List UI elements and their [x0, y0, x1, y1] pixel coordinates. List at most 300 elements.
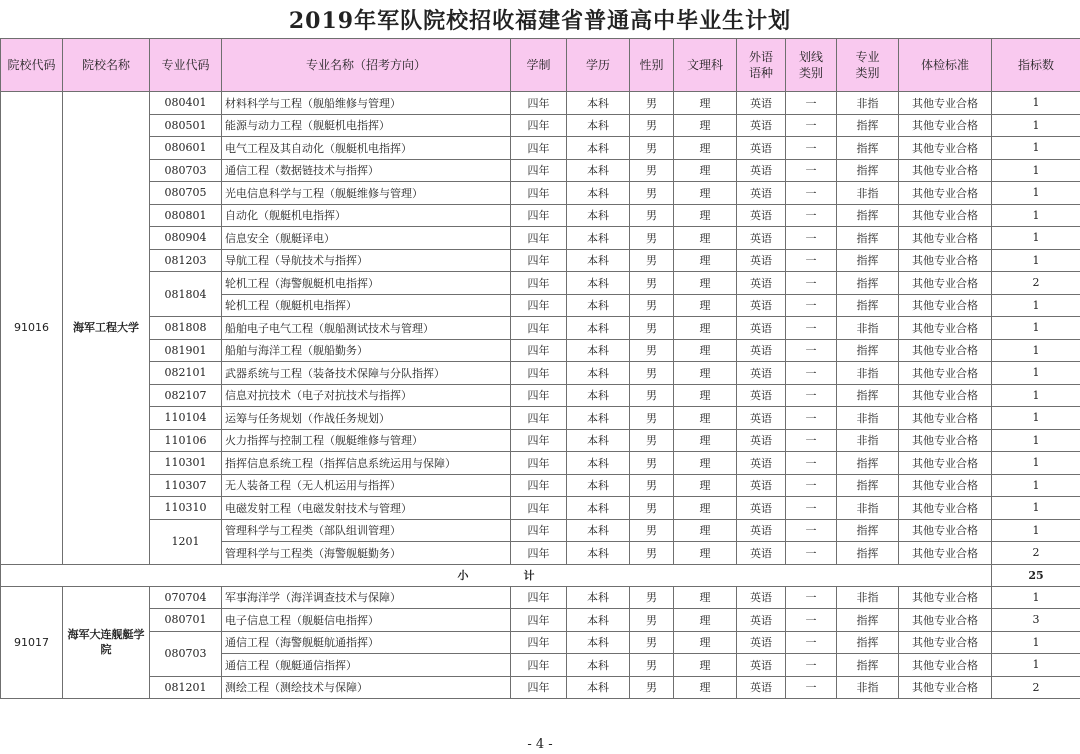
major-category-cell: 指挥 [837, 227, 899, 250]
line-category-cell: 一 [786, 474, 837, 497]
duration-cell: 四年 [511, 384, 567, 407]
quota-cell: 1 [992, 452, 1080, 475]
health-standard-cell: 其他专业合格 [899, 609, 992, 632]
track-cell: 理 [674, 114, 737, 137]
line-category-cell: 一 [786, 497, 837, 520]
major-name-cell: 信息对抗技术（电子对抗技术与指挥） [222, 384, 511, 407]
major-name-cell: 军事海洋学（海洋调查技术与保障） [222, 586, 511, 609]
duration-cell: 四年 [511, 542, 567, 565]
gender-cell: 男 [630, 429, 674, 452]
major-category-cell: 指挥 [837, 249, 899, 272]
health-standard-cell: 其他专业合格 [899, 586, 992, 609]
major-category-cell: 指挥 [837, 114, 899, 137]
line-category-cell: 一 [786, 452, 837, 475]
table-row [1, 272, 1080, 295]
major-category-cell: 非指 [837, 92, 899, 115]
duration-cell: 四年 [511, 586, 567, 609]
language-cell: 英语 [737, 586, 786, 609]
table-row [1, 92, 1080, 115]
degree-cell: 本科 [567, 294, 630, 317]
gender-cell: 男 [630, 362, 674, 385]
health-standard-cell: 其他专业合格 [899, 542, 992, 565]
line-category-cell: 一 [786, 249, 837, 272]
column-header: 划线 类别 [786, 39, 837, 92]
gender-cell: 男 [630, 182, 674, 205]
duration-cell: 四年 [511, 429, 567, 452]
gender-cell: 男 [630, 474, 674, 497]
quota-cell: 1 [992, 474, 1080, 497]
gender-cell: 男 [630, 384, 674, 407]
health-standard-cell: 其他专业合格 [899, 114, 992, 137]
duration-cell: 四年 [511, 272, 567, 295]
degree-cell: 本科 [567, 362, 630, 385]
gender-cell: 男 [630, 272, 674, 295]
quota-cell: 1 [992, 654, 1080, 677]
major-name-cell: 管理科学与工程类（海警舰艇勤务） [222, 542, 511, 565]
major-name-cell: 能源与动力工程（舰艇机电指挥） [222, 114, 511, 137]
quota-cell: 1 [992, 249, 1080, 272]
health-standard-cell: 其他专业合格 [899, 362, 992, 385]
language-cell: 英语 [737, 92, 786, 115]
major-code-cell: 081901 [150, 339, 222, 362]
table-row [1, 586, 1080, 609]
line-category-cell: 一 [786, 609, 837, 632]
major-code-cell: 110310 [150, 497, 222, 520]
gender-cell: 男 [630, 317, 674, 340]
major-category-cell: 非指 [837, 317, 899, 340]
degree-cell: 本科 [567, 654, 630, 677]
table-row [1, 676, 1080, 699]
major-category-cell: 指挥 [837, 542, 899, 565]
school-code-cell: 91016 [1, 92, 63, 565]
quota-cell: 2 [992, 542, 1080, 565]
major-code-cell: 110301 [150, 452, 222, 475]
major-category-cell: 指挥 [837, 384, 899, 407]
column-header: 专业名称（招考方向） [222, 39, 511, 92]
quota-cell: 1 [992, 114, 1080, 137]
health-standard-cell: 其他专业合格 [899, 272, 992, 295]
page-number: - 4 - [527, 737, 553, 752]
major-code-cell: 081201 [150, 676, 222, 699]
line-category-cell: 一 [786, 182, 837, 205]
gender-cell: 男 [630, 654, 674, 677]
health-standard-cell: 其他专业合格 [899, 317, 992, 340]
health-standard-cell: 其他专业合格 [899, 474, 992, 497]
health-standard-cell: 其他专业合格 [899, 294, 992, 317]
major-code-cell: 080703 [150, 159, 222, 182]
major-name-cell: 通信工程（数据链技术与指挥） [222, 159, 511, 182]
track-cell: 理 [674, 137, 737, 160]
column-header: 院校名称 [63, 39, 150, 92]
major-category-cell: 指挥 [837, 654, 899, 677]
health-standard-cell: 其他专业合格 [899, 452, 992, 475]
major-name-cell: 测绘工程（测绘技术与保障） [222, 676, 511, 699]
line-category-cell: 一 [786, 92, 837, 115]
subtotal-value: 25 [992, 564, 1080, 586]
degree-cell: 本科 [567, 114, 630, 137]
major-name-cell: 电子信息工程（舰艇信电指挥） [222, 609, 511, 632]
table-row [1, 609, 1080, 632]
major-category-cell: 指挥 [837, 519, 899, 542]
duration-cell: 四年 [511, 249, 567, 272]
major-code-cell: 080401 [150, 92, 222, 115]
major-name-cell: 武器系统与工程（装备技术保障与分队指挥） [222, 362, 511, 385]
major-name-cell: 信息安全（舰艇译电） [222, 227, 511, 250]
column-header: 体检标准 [899, 39, 992, 92]
degree-cell: 本科 [567, 474, 630, 497]
duration-cell: 四年 [511, 407, 567, 430]
line-category-cell: 一 [786, 654, 837, 677]
language-cell: 英语 [737, 429, 786, 452]
line-category-cell: 一 [786, 542, 837, 565]
major-category-cell: 指挥 [837, 339, 899, 362]
quota-cell: 3 [992, 609, 1080, 632]
line-category-cell: 一 [786, 362, 837, 385]
quota-cell: 1 [992, 294, 1080, 317]
major-category-cell: 非指 [837, 497, 899, 520]
duration-cell: 四年 [511, 676, 567, 699]
duration-cell: 四年 [511, 227, 567, 250]
major-category-cell: 非指 [837, 676, 899, 699]
track-cell: 理 [674, 609, 737, 632]
track-cell: 理 [674, 204, 737, 227]
table-row [1, 249, 1080, 272]
quota-cell: 1 [992, 159, 1080, 182]
column-header: 外语 语种 [737, 39, 786, 92]
health-standard-cell: 其他专业合格 [899, 92, 992, 115]
major-name-cell: 电磁发射工程（电磁发射技术与管理） [222, 497, 511, 520]
major-code-cell: 080501 [150, 114, 222, 137]
language-cell: 英语 [737, 339, 786, 362]
track-cell: 理 [674, 452, 737, 475]
language-cell: 英语 [737, 294, 786, 317]
degree-cell: 本科 [567, 249, 630, 272]
degree-cell: 本科 [567, 384, 630, 407]
language-cell: 英语 [737, 137, 786, 160]
table-row [1, 159, 1080, 182]
table-header-row [1, 39, 1080, 92]
school-code-cell: 91017 [1, 586, 63, 699]
gender-cell: 男 [630, 676, 674, 699]
major-category-cell: 非指 [837, 429, 899, 452]
duration-cell: 四年 [511, 609, 567, 632]
table-row [1, 497, 1080, 520]
quota-cell: 1 [992, 182, 1080, 205]
degree-cell: 本科 [567, 317, 630, 340]
major-name-cell: 通信工程（舰艇通信指挥） [222, 654, 511, 677]
column-header: 专业代码 [150, 39, 222, 92]
track-cell: 理 [674, 429, 737, 452]
major-code-cell: 082107 [150, 384, 222, 407]
quota-cell: 1 [992, 204, 1080, 227]
track-cell: 理 [674, 92, 737, 115]
quota-cell: 1 [992, 586, 1080, 609]
language-cell: 英语 [737, 654, 786, 677]
health-standard-cell: 其他专业合格 [899, 676, 992, 699]
table-row [1, 182, 1080, 205]
gender-cell: 男 [630, 609, 674, 632]
gender-cell: 男 [630, 92, 674, 115]
major-code-cell: 080904 [150, 227, 222, 250]
gender-cell: 男 [630, 204, 674, 227]
column-header: 学历 [567, 39, 630, 92]
major-category-cell: 非指 [837, 586, 899, 609]
degree-cell: 本科 [567, 542, 630, 565]
major-category-cell: 非指 [837, 182, 899, 205]
quota-cell: 1 [992, 519, 1080, 542]
track-cell: 理 [674, 159, 737, 182]
quota-cell: 1 [992, 429, 1080, 452]
health-standard-cell: 其他专业合格 [899, 339, 992, 362]
language-cell: 英语 [737, 519, 786, 542]
degree-cell: 本科 [567, 519, 630, 542]
degree-cell: 本科 [567, 182, 630, 205]
track-cell: 理 [674, 474, 737, 497]
major-code-cell: 082101 [150, 362, 222, 385]
duration-cell: 四年 [511, 114, 567, 137]
line-category-cell: 一 [786, 294, 837, 317]
language-cell: 英语 [737, 272, 786, 295]
duration-cell: 四年 [511, 452, 567, 475]
track-cell: 理 [674, 407, 737, 430]
degree-cell: 本科 [567, 227, 630, 250]
language-cell: 英语 [737, 227, 786, 250]
track-cell: 理 [674, 631, 737, 654]
major-category-cell: 指挥 [837, 137, 899, 160]
gender-cell: 男 [630, 542, 674, 565]
line-category-cell: 一 [786, 586, 837, 609]
column-header: 文理科 [674, 39, 737, 92]
quota-cell: 1 [992, 407, 1080, 430]
health-standard-cell: 其他专业合格 [899, 407, 992, 430]
quota-cell: 2 [992, 272, 1080, 295]
gender-cell: 男 [630, 137, 674, 160]
table-row [1, 227, 1080, 250]
table-row [1, 474, 1080, 497]
major-category-cell: 指挥 [837, 159, 899, 182]
quota-cell: 1 [992, 362, 1080, 385]
duration-cell: 四年 [511, 204, 567, 227]
major-code-cell: 110106 [150, 429, 222, 452]
line-category-cell: 一 [786, 227, 837, 250]
major-code-cell: 080801 [150, 204, 222, 227]
line-category-cell: 一 [786, 317, 837, 340]
language-cell: 英语 [737, 114, 786, 137]
school-name-cell: 海军大连舰艇学院 [63, 586, 150, 699]
major-name-cell: 轮机工程（海警舰艇机电指挥） [222, 272, 511, 295]
table-row [1, 339, 1080, 362]
gender-cell: 男 [630, 519, 674, 542]
language-cell: 英语 [737, 384, 786, 407]
quota-cell: 1 [992, 497, 1080, 520]
duration-cell: 四年 [511, 631, 567, 654]
degree-cell: 本科 [567, 429, 630, 452]
degree-cell: 本科 [567, 676, 630, 699]
health-standard-cell: 其他专业合格 [899, 384, 992, 407]
line-category-cell: 一 [786, 407, 837, 430]
language-cell: 英语 [737, 542, 786, 565]
duration-cell: 四年 [511, 182, 567, 205]
table-row [1, 384, 1080, 407]
track-cell: 理 [674, 294, 737, 317]
gender-cell: 男 [630, 294, 674, 317]
line-category-cell: 一 [786, 272, 837, 295]
track-cell: 理 [674, 384, 737, 407]
health-standard-cell: 其他专业合格 [899, 654, 992, 677]
major-category-cell: 指挥 [837, 294, 899, 317]
track-cell: 理 [674, 339, 737, 362]
gender-cell: 男 [630, 249, 674, 272]
line-category-cell: 一 [786, 429, 837, 452]
table-row [1, 317, 1080, 340]
major-code-cell: 080601 [150, 137, 222, 160]
degree-cell: 本科 [567, 272, 630, 295]
health-standard-cell: 其他专业合格 [899, 519, 992, 542]
major-code-cell: 081203 [150, 249, 222, 272]
gender-cell: 男 [630, 407, 674, 430]
major-name-cell: 指挥信息系统工程（指挥信息系统运用与保障） [222, 452, 511, 475]
track-cell: 理 [674, 272, 737, 295]
language-cell: 英语 [737, 631, 786, 654]
quota-cell: 1 [992, 384, 1080, 407]
major-code-cell: 080701 [150, 609, 222, 632]
health-standard-cell: 其他专业合格 [899, 182, 992, 205]
duration-cell: 四年 [511, 294, 567, 317]
track-cell: 理 [674, 362, 737, 385]
line-category-cell: 一 [786, 384, 837, 407]
duration-cell: 四年 [511, 159, 567, 182]
major-category-cell: 指挥 [837, 474, 899, 497]
track-cell: 理 [674, 676, 737, 699]
column-header: 学制 [511, 39, 567, 92]
duration-cell: 四年 [511, 317, 567, 340]
major-category-cell: 非指 [837, 407, 899, 430]
duration-cell: 四年 [511, 362, 567, 385]
major-category-cell: 指挥 [837, 204, 899, 227]
degree-cell: 本科 [567, 497, 630, 520]
health-standard-cell: 其他专业合格 [899, 137, 992, 160]
line-category-cell: 一 [786, 631, 837, 654]
language-cell: 英语 [737, 497, 786, 520]
language-cell: 英语 [737, 249, 786, 272]
duration-cell: 四年 [511, 474, 567, 497]
major-name-cell: 无人装备工程（无人机运用与指挥） [222, 474, 511, 497]
major-name-cell: 导航工程（导航技术与指挥） [222, 249, 511, 272]
table-row [1, 429, 1080, 452]
degree-cell: 本科 [567, 631, 630, 654]
quota-cell: 1 [992, 137, 1080, 160]
degree-cell: 本科 [567, 586, 630, 609]
language-cell: 英语 [737, 452, 786, 475]
line-category-cell: 一 [786, 519, 837, 542]
major-code-cell: 110104 [150, 407, 222, 430]
major-code-cell: 081808 [150, 317, 222, 340]
degree-cell: 本科 [567, 204, 630, 227]
quota-cell: 1 [992, 317, 1080, 340]
major-code-cell: 110307 [150, 474, 222, 497]
major-name-cell: 船舶与海洋工程（舰船勤务） [222, 339, 511, 362]
degree-cell: 本科 [567, 609, 630, 632]
track-cell: 理 [674, 182, 737, 205]
degree-cell: 本科 [567, 452, 630, 475]
gender-cell: 男 [630, 159, 674, 182]
major-name-cell: 管理科学与工程类（部队组训管理） [222, 519, 511, 542]
duration-cell: 四年 [511, 519, 567, 542]
major-name-cell: 自动化（舰艇机电指挥） [222, 204, 511, 227]
major-name-cell: 电气工程及其自动化（舰艇机电指挥） [222, 137, 511, 160]
major-category-cell: 指挥 [837, 631, 899, 654]
health-standard-cell: 其他专业合格 [899, 204, 992, 227]
line-category-cell: 一 [786, 204, 837, 227]
major-category-cell: 指挥 [837, 272, 899, 295]
major-code-cell: 1201 [150, 519, 222, 564]
column-header: 专业 类别 [837, 39, 899, 92]
line-category-cell: 一 [786, 676, 837, 699]
column-header: 院校代码 [1, 39, 63, 92]
degree-cell: 本科 [567, 159, 630, 182]
track-cell: 理 [674, 249, 737, 272]
gender-cell: 男 [630, 631, 674, 654]
language-cell: 英语 [737, 317, 786, 340]
language-cell: 英语 [737, 182, 786, 205]
major-name-cell: 光电信息科学与工程（舰艇维修与管理） [222, 182, 511, 205]
language-cell: 英语 [737, 676, 786, 699]
health-standard-cell: 其他专业合格 [899, 429, 992, 452]
major-code-cell: 080705 [150, 182, 222, 205]
quota-cell: 1 [992, 339, 1080, 362]
major-code-cell: 070704 [150, 586, 222, 609]
table-row [1, 204, 1080, 227]
gender-cell: 男 [630, 497, 674, 520]
quota-cell: 1 [992, 92, 1080, 115]
column-header: 性别 [630, 39, 674, 92]
track-cell: 理 [674, 519, 737, 542]
health-standard-cell: 其他专业合格 [899, 227, 992, 250]
line-category-cell: 一 [786, 137, 837, 160]
duration-cell: 四年 [511, 497, 567, 520]
language-cell: 英语 [737, 407, 786, 430]
gender-cell: 男 [630, 586, 674, 609]
line-category-cell: 一 [786, 339, 837, 362]
duration-cell: 四年 [511, 339, 567, 362]
line-category-cell: 一 [786, 114, 837, 137]
track-cell: 理 [674, 227, 737, 250]
language-cell: 英语 [737, 609, 786, 632]
gender-cell: 男 [630, 452, 674, 475]
track-cell: 理 [674, 542, 737, 565]
column-header: 指标数 [992, 39, 1080, 92]
language-cell: 英语 [737, 362, 786, 385]
quota-cell: 1 [992, 631, 1080, 654]
gender-cell: 男 [630, 114, 674, 137]
duration-cell: 四年 [511, 654, 567, 677]
subtotal-label: 小 计 [1, 564, 992, 586]
health-standard-cell: 其他专业合格 [899, 631, 992, 654]
major-name-cell: 火力指挥与控制工程（舰艇维修与管理） [222, 429, 511, 452]
health-standard-cell: 其他专业合格 [899, 159, 992, 182]
major-name-cell: 轮机工程（舰艇机电指挥） [222, 294, 511, 317]
degree-cell: 本科 [567, 339, 630, 362]
table-row [1, 137, 1080, 160]
quota-cell: 2 [992, 676, 1080, 699]
quota-cell: 1 [992, 227, 1080, 250]
gender-cell: 男 [630, 339, 674, 362]
track-cell: 理 [674, 497, 737, 520]
language-cell: 英语 [737, 474, 786, 497]
major-category-cell: 非指 [837, 362, 899, 385]
track-cell: 理 [674, 654, 737, 677]
major-category-cell: 指挥 [837, 452, 899, 475]
